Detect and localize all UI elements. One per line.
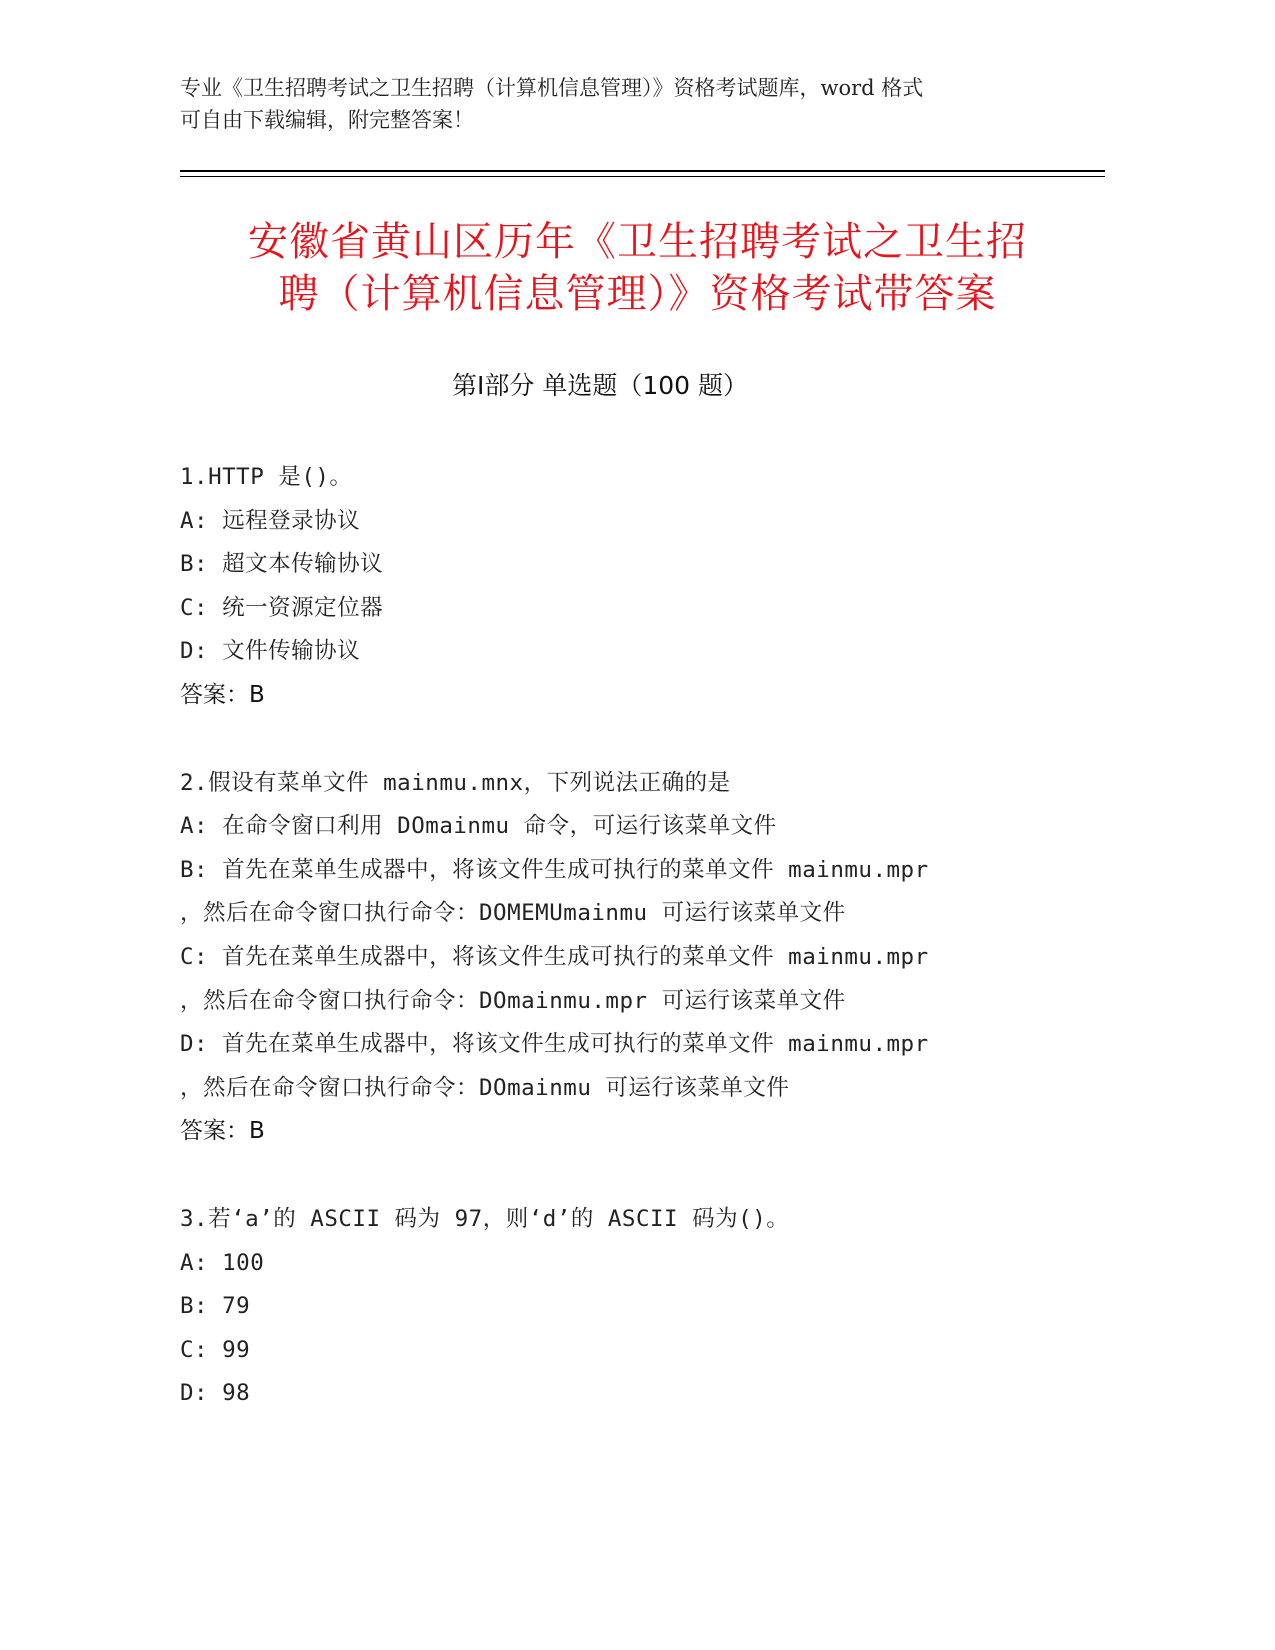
question-stem: 2.假设有菜单文件 mainmu.mnx，下列说法正确的是: [180, 769, 731, 796]
question-block: [180, 1198, 1080, 1416]
question-option: A: 100: [180, 1249, 265, 1276]
section-title: 第Ⅰ部分 单选题（100 题）: [452, 371, 748, 400]
question-option: A: 远程登录协议: [180, 507, 361, 534]
question-answer: 答案：B: [180, 681, 265, 708]
question-option: B: 79: [180, 1293, 251, 1320]
question-option: C: 99: [180, 1336, 251, 1363]
header-note: [180, 72, 1040, 136]
question-option: C: 首先在菜单生成器中，将该文件生成可执行的菜单文件 mainmu.mpr: [180, 943, 929, 970]
question-option-continuation: ，然后在命令窗口执行命令：DOmainmu 可运行该菜单文件: [180, 1074, 790, 1101]
header-note-line: 可自由下载编辑，附完整答案！: [180, 108, 474, 132]
header-note-line: 专业《卫生招聘考试之卫生招聘（计算机信息管理）》资格考试题库，word 格式: [180, 76, 924, 100]
document-title: [140, 216, 1135, 320]
document-title-line: 聘（计算机信息管理）》资格考试带答案: [278, 271, 997, 317]
question-option: A: 在命令窗口利用 DOmainmu 命令，可运行该菜单文件: [180, 813, 777, 840]
question-option: B: 首先在菜单生成器中，将该文件生成可执行的菜单文件 mainmu.mpr: [180, 856, 929, 883]
question-option: B: 超文本传输协议: [180, 551, 384, 578]
document-title-line: 安徽省黄山区历年《卫生招聘考试之卫生招: [248, 219, 1027, 265]
header-divider-thick: [180, 170, 1105, 172]
header-divider-thin: [180, 176, 1105, 177]
question-list: [180, 456, 1080, 1460]
question-stem: 3.若‘a’的 ASCII 码为 97，则‘d’的 ASCII 码为()。: [180, 1205, 790, 1232]
question-answer: 答案：B: [180, 1118, 265, 1145]
question-option-continuation: ，然后在命令窗口执行命令：DOMEMUmainmu 可运行该菜单文件: [180, 900, 846, 927]
question-option: C: 统一资源定位器: [180, 594, 384, 621]
question-block: [180, 762, 1080, 1154]
question-block: [180, 456, 1080, 718]
question-option: D: 首先在菜单生成器中，将该文件生成可执行的菜单文件 mainmu.mpr: [180, 1031, 929, 1058]
question-option-continuation: ，然后在命令窗口执行命令：DOmainmu.mpr 可运行该菜单文件: [180, 987, 846, 1014]
question-option: D: 98: [180, 1380, 251, 1407]
question-stem: 1.HTTP 是()。: [180, 464, 353, 490]
question-option: D: 文件传输协议: [180, 638, 361, 665]
